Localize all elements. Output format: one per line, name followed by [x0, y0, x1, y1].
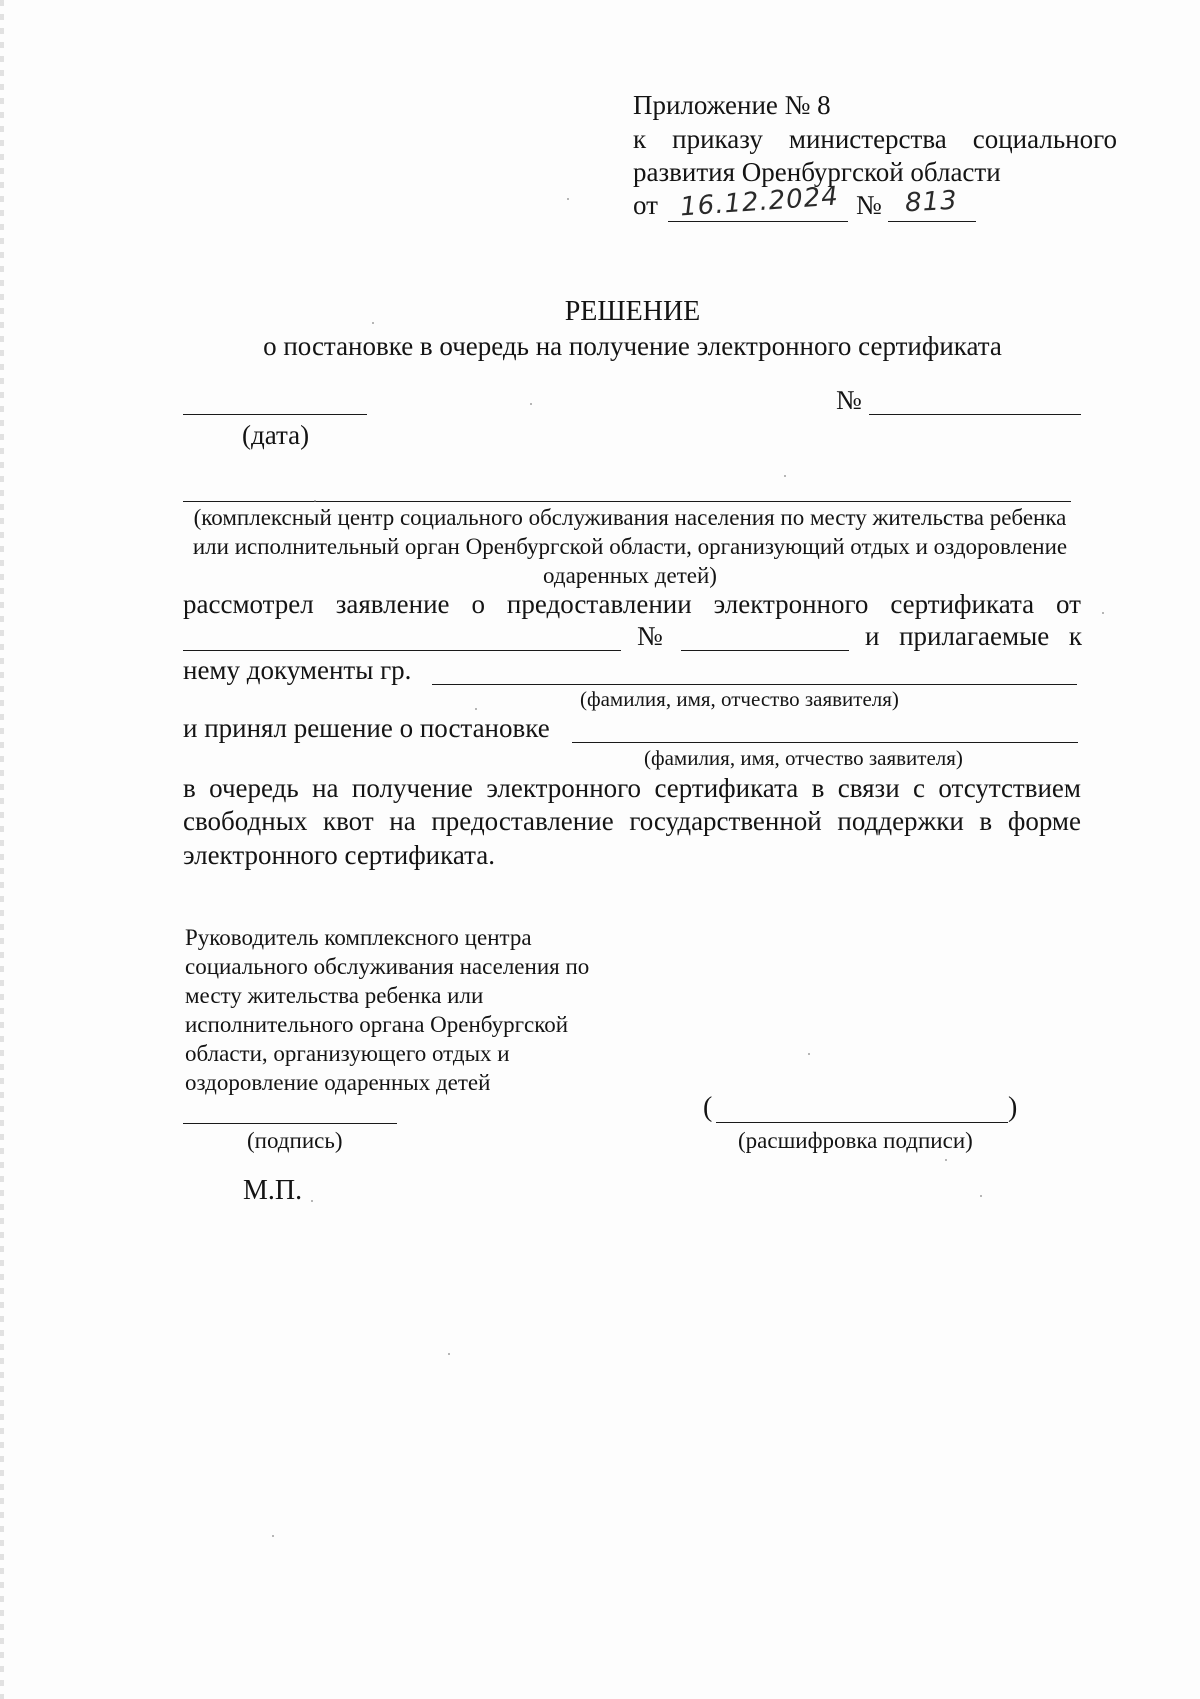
- body-paragraph-line-2: свободных квот на предоставление государственной поддержки в форме: [183, 806, 1081, 836]
- appendix-from-label: от: [633, 190, 658, 220]
- decoding-caption: (расшифровка подписи): [738, 1128, 973, 1153]
- scan-speck: [808, 1053, 810, 1055]
- body-paragraph-line-3: электронного сертификата.: [183, 840, 495, 870]
- appendix-order-line: к приказу министерства социального: [633, 124, 1117, 154]
- document-heading: РЕШЕНИЕ: [564, 296, 701, 327]
- decoding-close-paren: ): [1008, 1092, 1018, 1123]
- decoding-line: [716, 1122, 1008, 1123]
- scan-speck: [530, 403, 532, 405]
- number-underline: [888, 221, 976, 222]
- handwritten-date: 16.12.2024: [679, 181, 840, 223]
- scan-speck: [314, 500, 316, 502]
- scan-edge: [0, 0, 4, 1699]
- scan-speck: [784, 475, 786, 477]
- body-line-2-tail: и прилагаемые к: [865, 621, 1082, 651]
- signer-title-line-2: социального обслуживания населения по: [185, 954, 590, 979]
- applicant-caption-1: (фамилия, имя, отчество заявителя): [580, 687, 899, 711]
- signer-title-line-3: месту жительства ребенка или: [185, 983, 484, 1008]
- appendix-number-label: №: [856, 190, 882, 220]
- scan-speck: [1102, 612, 1104, 614]
- signature-line: [183, 1123, 397, 1124]
- decision-number-line: [869, 414, 1081, 415]
- scan-speck: [448, 1353, 450, 1355]
- handwritten-number: 813: [904, 185, 959, 219]
- body-paragraph-line-1: в очередь на получение электронного сертификата в связи с отсутствием: [183, 773, 1081, 803]
- decision-number-label: №: [836, 385, 862, 415]
- organization-caption: (комплексный центр социального обслуживания населения по месту жительства ребенка или исполнительный орган Оренбургской области, организующий отдых и оздоровление одаренных детей): [192, 505, 1068, 588]
- date-underline: [668, 221, 848, 222]
- scan-speck: [372, 322, 374, 324]
- appendix-ministry-line: развития Оренбургской области: [633, 157, 1001, 187]
- application-number-label: №: [637, 621, 663, 651]
- decoding-open-paren: (: [703, 1092, 713, 1123]
- applicant-caption-2: (фамилия, имя, отчество заявителя): [644, 746, 963, 770]
- date-caption: (дата): [242, 420, 310, 450]
- organization-field-line: [183, 501, 1071, 502]
- body-line-4: и принял решение о постановке: [183, 713, 550, 743]
- scan-speck: [980, 1195, 982, 1197]
- signer-title-line-4: исполнительного органа Оренбургской: [185, 1012, 569, 1037]
- date-field-line: [183, 414, 367, 415]
- appendix-title: Приложение № 8: [633, 90, 831, 120]
- stamp-place-label: М.П.: [243, 1175, 303, 1206]
- signer-title-line-1: Руководитель комплексного центра: [185, 925, 532, 950]
- document-subheading: о постановке в очередь на получение электронного сертификата: [263, 331, 1002, 361]
- body-line-1: рассмотрел заявление о предоставлении электронного сертификата от: [183, 589, 1081, 619]
- application-number-line: [681, 650, 849, 651]
- scan-speck: [567, 198, 569, 200]
- scan-speck: [311, 1200, 313, 1202]
- scan-speck: [272, 1535, 274, 1537]
- signer-title-line-6: оздоровление одаренных детей: [185, 1070, 491, 1095]
- applicant-name-line: [432, 684, 1077, 685]
- scan-speck: [945, 1159, 947, 1161]
- signer-title-line-5: области, организующего отдых и: [185, 1041, 510, 1066]
- child-name-line: [572, 742, 1078, 743]
- scan-speck: [475, 708, 477, 710]
- application-date-line: [183, 650, 621, 651]
- signature-caption: (подпись): [247, 1128, 343, 1153]
- body-line-3: нему документы гр.: [183, 655, 412, 685]
